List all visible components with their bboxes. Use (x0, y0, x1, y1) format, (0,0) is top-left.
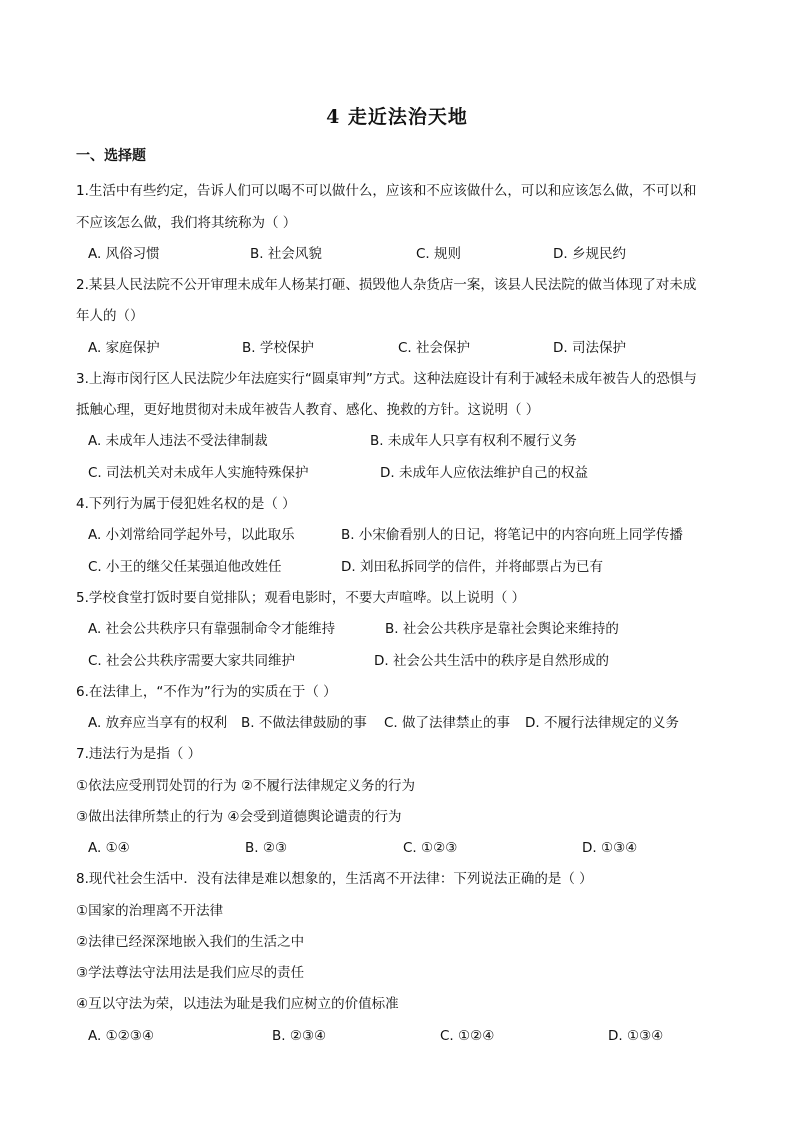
question-1-option-b: B. 社会风貌 (250, 246, 322, 262)
question-1-line-2: 不应该怎么做，我们将其统称为（ ） (76, 215, 297, 231)
question-8-line-4: ③学法尊法守法用法是我们应尽的责任 (76, 965, 305, 981)
question-5-option-b: B. 社会公共秩序是靠社会舆论来维持的 (385, 621, 619, 637)
question-1-option-c: C. 规则 (416, 246, 462, 262)
question-6-option-d: D. 不履行法律规定的义务 (525, 715, 679, 731)
question-8-line-1: 8.现代社会生活中．没有法律是难以想象的，生活离不开法律：下列说法正确的是（ ） (76, 871, 593, 887)
question-4-option-d: D. 刘田私拆同学的信件，并将邮票占为已有 (341, 559, 603, 575)
question-6-option-c: C. 做了法律禁止的事 (384, 715, 511, 731)
question-3-line-1: 3.上海市闵行区人民法院少年法庭实行“圆桌审判”方式。这种法庭设计有利于减轻未成年被告人的恐惧与 (76, 371, 697, 387)
question-1-option-a: A. 风俗习惯 (88, 246, 160, 262)
question-7-option-c: C. ①②③ (403, 840, 458, 856)
question-2-option-b: B. 学校保护 (242, 340, 314, 356)
question-3-line-2: 抵触心理，更好地贯彻对未成年被告人教育、感化、挽救的方针。这说明（ ） (76, 402, 540, 418)
question-4-option-c: C. 小王的继父任某强迫他改姓任 (88, 559, 282, 575)
question-8-option-c: C. ①②④ (440, 1028, 495, 1044)
question-5-option-a: A. 社会公共秩序只有靠强制命令才能维持 (88, 621, 336, 637)
question-3-option-b: B. 未成年人只享有权利不履行义务 (370, 433, 577, 449)
question-2-line-2: 年人的（） (76, 308, 144, 324)
question-8-line-3: ②法律已经深深地嵌入我们的生活之中 (76, 934, 305, 950)
question-4-line-1: 4.下列行为属于侵犯姓名权的是（ ） (76, 496, 296, 512)
question-4-option-b: B. 小宋偷看别人的日记，将笔记中的内容向班上同学传播 (341, 527, 683, 543)
question-8-line-2: ①国家的治理离不开法律 (76, 903, 224, 919)
document-title: 4 走近法治天地 (326, 106, 468, 128)
question-7-line-2: ①依法应受刑罚处罚的行为 ②不履行法律规定义务的行为 (76, 778, 415, 794)
question-8-option-b: B. ②③④ (272, 1028, 327, 1044)
question-2-option-d: D. 司法保护 (553, 340, 626, 356)
question-5-option-c: C. 社会公共秩序需要大家共同维护 (88, 653, 296, 669)
question-2-line-1: 2.某县人民法院不公开审理未成年人杨某打砸、损毁他人杂货店一案，该县人民法院的做当体现了对未成 (76, 277, 697, 293)
question-2-option-a: A. 家庭保护 (88, 340, 160, 356)
question-7-option-a: A. ①④ (88, 840, 130, 856)
question-8-line-5: ④互以守法为荣，以违法为耻是我们应树立的价值标准 (76, 996, 399, 1012)
question-7-option-d: D. ①③④ (582, 840, 638, 856)
question-6-option-a: A. 放弃应当享有的权利 (88, 715, 228, 731)
question-1-line-1: 1.生活中有些约定，告诉人们可以喝不可以做什么，应该和不应该做什么，可以和应该怎么做，不可以和 (76, 183, 697, 199)
question-6-line-1: 6.在法律上，“不作为”行为的实质在于（ ） (76, 684, 337, 700)
question-2-option-c: C. 社会保护 (398, 340, 471, 356)
question-4-option-a: A. 小刘常给同学起外号，以此取乐 (88, 527, 295, 543)
question-5-line-1: 5.学校食堂打饭时要自觉排队；观看电影时，不要大声喧哗。以上说明（ ） (76, 590, 526, 606)
question-5-option-d: D. 社会公共生活中的秩序是自然形成的 (374, 653, 609, 669)
question-6-option-b: B. 不做法律鼓励的事 (241, 715, 367, 731)
question-3-option-c: C. 司法机关对未成年人实施特殊保护 (88, 465, 309, 481)
section-heading: 一、选择题 (76, 148, 146, 164)
question-7-option-b: B. ②③ (245, 840, 288, 856)
question-8-option-a: A. ①②③④ (88, 1028, 154, 1044)
question-1-option-d: D. 乡规民约 (553, 246, 626, 262)
question-7-line-3: ③做出法律所禁止的行为 ④会受到道德舆论谴责的行为 (76, 809, 402, 825)
question-8-option-d: D. ①③④ (608, 1028, 664, 1044)
question-7-line-1: 7.违法行为是指（ ） (76, 746, 202, 762)
question-3-option-d: D. 未成年人应依法维护自己的权益 (380, 465, 588, 481)
question-3-option-a: A. 未成年人违法不受法律制裁 (88, 433, 268, 449)
